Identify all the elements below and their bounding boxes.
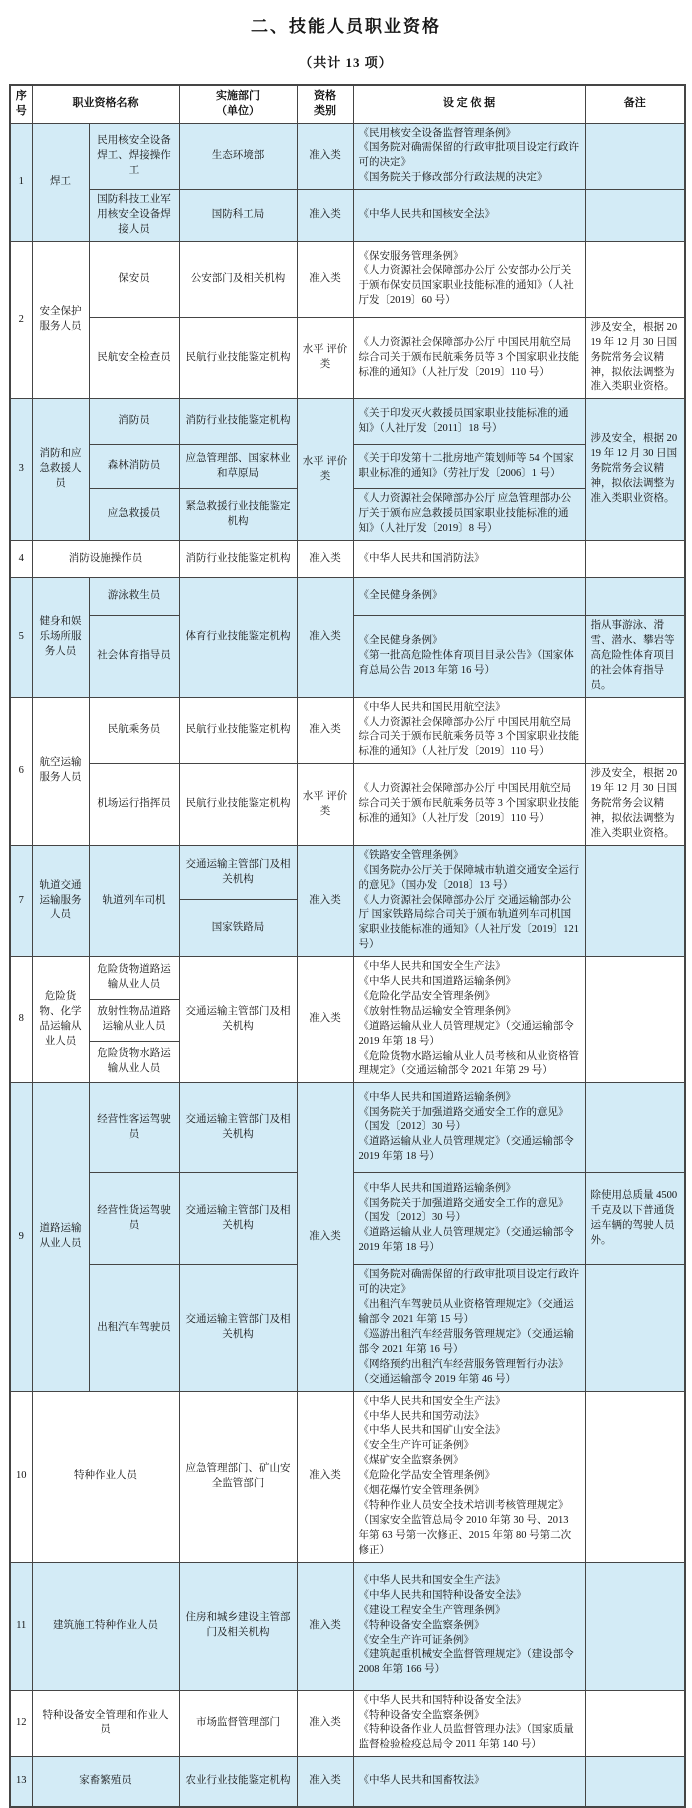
header-no: 序号	[10, 85, 32, 123]
group-cell: 焊工	[32, 123, 89, 241]
header-category: 资格 类别	[297, 85, 353, 123]
table-row	[10, 845, 685, 899]
note-cell	[585, 1265, 685, 1391]
basis-cell: 《人力资源社会保障部办公厅 中国民用航空局综合司关于颁布民航乘务员等 3 个国家职业技能标准的通知》（人社厅发〔2019〕110 号）	[353, 317, 585, 399]
basis-cell: 《保安服务管理条例》 《人力资源社会保障部办公厅 公安部办公厅关于颁布保安员国家职业技能标准的通知》（人社厅发〔2019〕60 号）	[353, 241, 585, 317]
note-cell	[585, 123, 685, 190]
group-cell: 危险货物、化学品运输从业人员	[32, 957, 89, 1083]
category-cell: 水平 评价类	[297, 317, 353, 399]
category-cell: 准入类	[297, 1757, 353, 1807]
basis-cell: 《人力资源社会保障部办公厅 中国民用航空局综合司关于颁布民航乘务员等 3 个国家职业技能标准的通知》（人社厅发〔2019〕110 号）	[353, 764, 585, 846]
note-cell: 指从事游泳、滑雪、潜水、攀岩等高危险性体育项目的社会体育指导员。	[585, 616, 685, 698]
note-cell	[585, 1757, 685, 1807]
note-cell	[585, 697, 685, 764]
name-cell: 特种设备安全管理和作业人员	[32, 1690, 179, 1757]
table-row	[10, 541, 685, 578]
serial-cell: 7	[10, 845, 32, 956]
basis-cell: 《国务院对确需保留的行政审批项目设定行政许可的决定》 《出租汽车驾驶员从业资格管理规定》（交通运输部令 2021 年第 15 号） 《巡游出租汽车经营服务管理规定》（交通运输部令 2021 年第 16 号） 《网络预约出租汽车经营服务管理暂行办法》（交通运输部令 2019 年第 46 号）	[353, 1265, 585, 1391]
note-cell	[585, 241, 685, 317]
table-row	[10, 123, 685, 190]
dept-cell: 市场监督管理部门	[179, 1690, 297, 1757]
dept-cell: 紧急救援行业技能鉴定机构	[179, 489, 297, 541]
document-page	[0, 12, 692, 1808]
table-row	[10, 317, 685, 399]
category-cell: 准入类	[297, 541, 353, 578]
basis-cell: 《中华人民共和国道路运输条例》 《国务院关于加强道路交通安全工作的意见》（国发〔2012〕30 号） 《道路运输从业人员管理规定》（交通运输部令 2019 年第 18 号）	[353, 1083, 585, 1173]
name-cell: 放射性物品道路运输从业人员	[89, 999, 179, 1041]
dept-cell: 体育行业技能鉴定机构	[179, 578, 297, 698]
dept-cell: 国家铁路局	[179, 900, 297, 957]
header-dept: 实施部门 （单位）	[179, 85, 297, 123]
serial-cell: 4	[10, 541, 32, 578]
table-row	[10, 399, 685, 445]
dept-cell: 应急管理部、国家林业和草原局	[179, 445, 297, 489]
serial-cell: 5	[10, 578, 32, 698]
dept-cell: 农业行业技能鉴定机构	[179, 1757, 297, 1807]
note-cell	[585, 1083, 685, 1173]
basis-cell: 《铁路安全管理条例》 《国务院办公厅关于保障城市轨道交通安全运行的意见》（国办发〔2018〕13 号） 《人力资源社会保障部办公厅 交通运输部办公厅 国家铁路局综合司关于颁布轨道列车司机国家职业技能标准的通知》（人社厅发〔2019〕121 号）	[353, 845, 585, 956]
table-row	[10, 578, 685, 616]
name-cell: 特种作业人员	[32, 1391, 179, 1562]
basis-cell: 《关于印发第十二批房地产策划师等 54 个国家职业标准的通知》（劳社厅发〔2006〕1 号）	[353, 445, 585, 489]
note-cell	[585, 957, 685, 1083]
table-row	[10, 1562, 685, 1690]
note-cell: 涉及安全，根据 2019 年 12 月 30 日国务院常务会议精神，拟依法调整为准入类职业资格。	[585, 317, 685, 399]
name-cell: 民用核安全设备焊工、焊接操作工	[89, 123, 179, 190]
basis-cell: 《中华人民共和国安全生产法》 《中华人民共和国劳动法》 《中华人民共和国矿山安全法》 《安全生产许可证条例》 《煤矿安全监察条例》 《危险化学品安全管理条例》 《烟花爆竹安全管理条例》 《特种作业人员安全技术培训考核管理规定》（国家安全监管总局令 2010 年第 30 号、2013 年第 63 号第一次修正、2015 年第 80 号第二次修正）	[353, 1391, 585, 1562]
table-row	[10, 697, 685, 764]
name-cell: 民航安全检查员	[89, 317, 179, 399]
dept-cell: 应急管理部门、矿山安全监管部门	[179, 1391, 297, 1562]
category-cell: 准入类	[297, 1562, 353, 1690]
name-cell: 经营性客运驾驶员	[89, 1083, 179, 1173]
category-cell: 准入类	[297, 845, 353, 956]
basis-cell: 《中华人民共和国安全生产法》 《中华人民共和国特种设备安全法》 《建设工程安全生产管理条例》 《特种设备安全监察条例》 《安全生产许可证条例》 《建筑起重机械安全监督管理规定》（建设部令 2008 年第 166 号）	[353, 1562, 585, 1690]
category-cell: 准入类	[297, 578, 353, 698]
dept-cell: 消防行业技能鉴定机构	[179, 399, 297, 445]
serial-cell: 12	[10, 1690, 32, 1757]
name-cell: 消防员	[89, 399, 179, 445]
serial-cell: 3	[10, 399, 32, 541]
name-cell: 游泳救生员	[89, 578, 179, 616]
serial-cell: 8	[10, 957, 32, 1083]
name-cell: 危险货物水路运输从业人员	[89, 1042, 179, 1083]
page-subtitle: （共计 13 项）	[299, 55, 393, 70]
name-cell: 机场运行指挥员	[89, 764, 179, 846]
category-cell: 准入类	[297, 1083, 353, 1391]
basis-cell: 《中华人民共和国核安全法》	[353, 190, 585, 242]
note-cell: 涉及安全，根据 2019 年 12 月 30 日国务院常务会议精神，拟依法调整为准入类职业资格。	[585, 764, 685, 846]
serial-cell: 2	[10, 241, 32, 399]
note-cell	[585, 578, 685, 616]
name-cell: 社会体育指导员	[89, 616, 179, 698]
dept-cell: 民航行业技能鉴定机构	[179, 317, 297, 399]
name-cell: 家畜繁殖员	[32, 1757, 179, 1807]
table-header-row	[10, 85, 685, 123]
table-row	[10, 764, 685, 846]
dept-cell: 公安部门及相关机构	[179, 241, 297, 317]
name-cell: 民航乘务员	[89, 697, 179, 764]
table-row	[10, 1083, 685, 1173]
group-cell: 轨道交通运输服务人员	[32, 845, 89, 956]
dept-cell: 交通运输主管部门及相关机构	[179, 845, 297, 899]
table-row	[10, 1690, 685, 1757]
note-cell	[585, 1391, 685, 1562]
dept-cell: 住房和城乡建设主管部门及相关机构	[179, 1562, 297, 1690]
table-row	[10, 957, 685, 999]
table-row	[10, 241, 685, 317]
dept-cell: 交通运输主管部门及相关机构	[179, 1173, 297, 1265]
basis-cell: 《中华人民共和国安全生产法》 《中华人民共和国道路运输条例》 《危险化学品安全管理条例》 《放射性物品运输安全管理条例》 《道路运输从业人员管理规定》（交通运输部令 2019 年第 18 号） 《危险货物水路运输从业人员考核和从业资格管理规定》（交通运输部令 2021 年第 29 号）	[353, 957, 585, 1083]
table-row	[10, 1757, 685, 1807]
note-cell	[585, 1690, 685, 1757]
group-cell: 消防和应急救援人员	[32, 399, 89, 541]
basis-cell: 《全民健身条例》	[353, 578, 585, 616]
dept-cell: 交通运输主管部门及相关机构	[179, 957, 297, 1083]
category-cell: 准入类	[297, 1690, 353, 1757]
basis-cell: 《中华人民共和国特种设备安全法》 《特种设备安全监察条例》 《特种设备作业人员监督管理办法》（国家质量监督检验检疫总局令 2011 年第 140 号）	[353, 1690, 585, 1757]
dept-cell: 民航行业技能鉴定机构	[179, 764, 297, 846]
name-cell: 经营性货运驾驶员	[89, 1173, 179, 1265]
dept-cell: 交通运输主管部门及相关机构	[179, 1083, 297, 1173]
name-cell: 保安员	[89, 241, 179, 317]
name-cell: 森林消防员	[89, 445, 179, 489]
serial-cell: 10	[10, 1391, 32, 1562]
serial-cell: 9	[10, 1083, 32, 1391]
category-cell: 准入类	[297, 957, 353, 1083]
note-cell: 除使用总质量 4500 千克及以下普通货运车辆的驾驶人员外。	[585, 1173, 685, 1265]
header-name: 职业资格名称	[32, 85, 179, 123]
basis-cell: 《中华人民共和国民用航空法》 《人力资源社会保障部办公厅 中国民用航空局综合司关于颁布民航乘务员等 3 个国家职业技能标准的通知》（人社厅发〔2019〕110 号）	[353, 697, 585, 764]
basis-cell: 《中华人民共和国畜牧法》	[353, 1757, 585, 1807]
category-cell: 准入类	[297, 697, 353, 764]
serial-cell: 11	[10, 1562, 32, 1690]
note-cell: 涉及安全，根据 2019 年 12 月 30 日国务院常务会议精神，拟依法调整为准入类职业资格。	[585, 399, 685, 541]
category-cell: 水平 评价类	[297, 764, 353, 846]
name-cell: 出租汽车驾驶员	[89, 1265, 179, 1391]
basis-cell: 《中华人民共和国消防法》	[353, 541, 585, 578]
dept-cell: 消防行业技能鉴定机构	[179, 541, 297, 578]
dept-cell: 生态环境部	[179, 123, 297, 190]
category-cell: 水平 评价类	[297, 399, 353, 541]
category-cell: 准入类	[297, 1391, 353, 1562]
name-cell: 建筑施工特种作业人员	[32, 1562, 179, 1690]
name-cell: 消防设施操作员	[32, 541, 179, 578]
basis-cell: 《关于印发灭火救援员国家职业技能标准的通知》（人社厅发〔2011〕18 号）	[353, 399, 585, 445]
serial-cell: 1	[10, 123, 32, 241]
basis-cell: 《人力资源社会保障部办公厅 应急管理部办公厅关于颁布应急救援员国家职业技能标准的通知》（人社厅发〔2019〕8 号）	[353, 489, 585, 541]
serial-cell: 13	[10, 1757, 32, 1807]
category-cell: 准入类	[297, 190, 353, 242]
name-cell: 危险货物道路运输从业人员	[89, 957, 179, 999]
group-cell: 安全保护服务人员	[32, 241, 89, 399]
page-title: 二、技能人员职业资格	[251, 17, 441, 36]
qualification-table	[9, 84, 686, 1808]
dept-cell: 国防科工局	[179, 190, 297, 242]
dept-cell: 民航行业技能鉴定机构	[179, 697, 297, 764]
basis-cell: 《民用核安全设备监督管理条例》 《国务院对确需保留的行政审批项目设定行政许可的决定》 《国务院关于修改部分行政法规的决定》	[353, 123, 585, 190]
table-row	[10, 1391, 685, 1562]
note-cell	[585, 190, 685, 242]
group-cell: 道路运输从业人员	[32, 1083, 89, 1391]
serial-cell: 6	[10, 697, 32, 845]
group-cell: 健身和娱乐场所服务人员	[32, 578, 89, 698]
header-basis: 设 定 依 据	[353, 85, 585, 123]
name-cell: 轨道列车司机	[89, 845, 179, 956]
group-cell: 航空运输服务人员	[32, 697, 89, 845]
category-cell: 准入类	[297, 241, 353, 317]
table-row	[10, 190, 685, 242]
note-cell	[585, 1562, 685, 1690]
note-cell	[585, 845, 685, 956]
name-cell: 应急救援员	[89, 489, 179, 541]
dept-cell: 交通运输主管部门及相关机构	[179, 1265, 297, 1391]
name-cell: 国防科技工业军用核安全设备焊接人员	[89, 190, 179, 242]
category-cell: 准入类	[297, 123, 353, 190]
note-cell	[585, 541, 685, 578]
header-note: 备注	[585, 85, 685, 123]
basis-cell: 《中华人民共和国道路运输条例》 《国务院关于加强道路交通安全工作的意见》（国发〔2012〕30 号） 《道路运输从业人员管理规定》（交通运输部令 2019 年第 18 号）	[353, 1173, 585, 1265]
basis-cell: 《全民健身条例》 《第一批高危险性体育项目目录公告》（国家体育总局公告 2013 年第 16 号）	[353, 616, 585, 698]
